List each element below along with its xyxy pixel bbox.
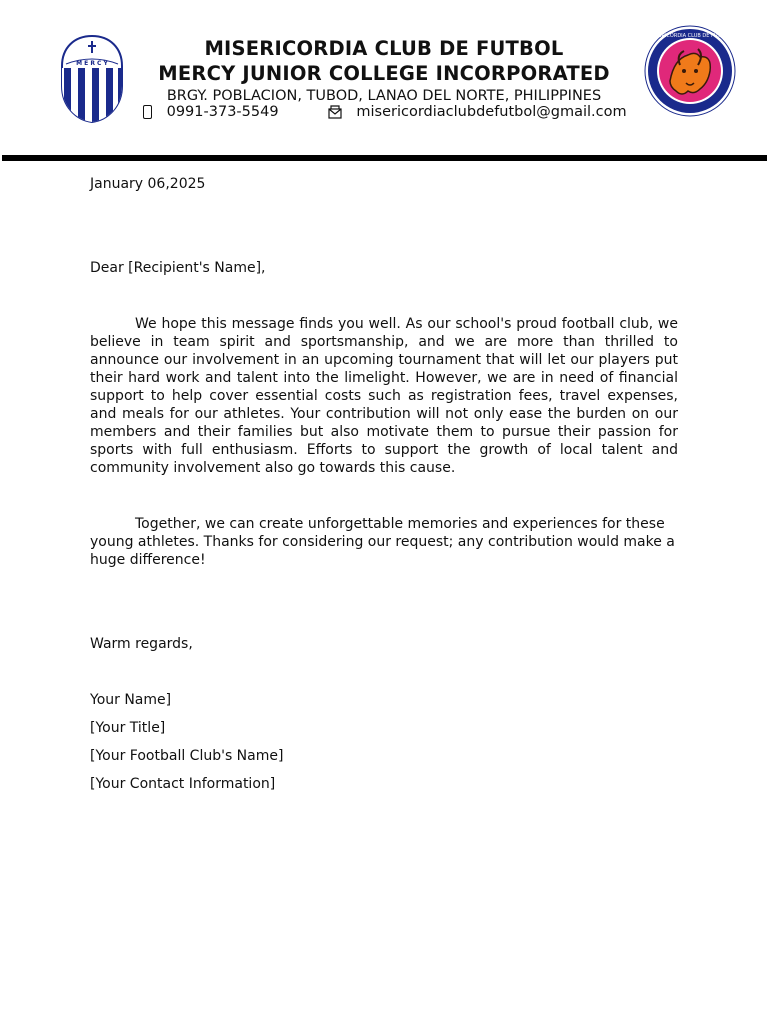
closing: Warm regards, (90, 636, 193, 652)
paragraph-1: We hope this message finds you well. As our school's proud football club, we believe in team spirit and sportsmanship, and we are more than thrilled to announce our involvement in an upcoming tournament that will let our players put their hard work and talent into the limelight. However, we are in need of financial support to help cover essential costs such as registration fees, travel expenses, and meals for our athletes. Your contribution will not only ease the burden on our members and their families but also motivate them to pursue their passion for sports with full enthusiasm. Efforts to support the growth of local talent and community involvement also go towards this cause. (90, 316, 678, 476)
phone-number: 0991-373-5549 (166, 104, 279, 120)
email-address: misericordiaclubdefutbol@gmail.com (356, 104, 627, 120)
letterhead-text (130, 36, 638, 105)
signature-title: [Your Title] (90, 720, 166, 736)
salutation: Dear [Recipient's Name], (90, 260, 266, 276)
header-divider (2, 155, 767, 161)
left-logo-text: M E R C Y (76, 60, 108, 67)
address: BRGY. POBLACION, TUBOD, LANAO DEL NORTE, PHILIPPINES (166, 88, 602, 104)
club-crest-logo (644, 25, 736, 117)
envelope-icon (328, 104, 342, 120)
right-logo-text: MISERICORDIA CLUB DE FUTBOL (649, 33, 731, 39)
paragraph-2: Together, we can create unforgettable memories and experiences for these young athletes. Thanks for considering our request; any contribution would make a huge difference! (90, 516, 675, 568)
school-name: MERCY JUNIOR COLLEGE INCORPORATED (158, 62, 610, 85)
contact-line (140, 103, 627, 121)
signature-club: [Your Football Club's Name] (90, 748, 284, 764)
mercy-shield-logo (60, 34, 124, 124)
letterhead (0, 0, 768, 160)
org-name: MISERICORDIA CLUB DE FUTBOL (204, 37, 564, 60)
signature-contact: [Your Contact Information] (90, 776, 276, 792)
letter-body (90, 175, 678, 793)
phone-icon (140, 104, 154, 120)
signature-name: Your Name] (90, 692, 172, 708)
letter-date: January 06,2025 (90, 176, 206, 192)
